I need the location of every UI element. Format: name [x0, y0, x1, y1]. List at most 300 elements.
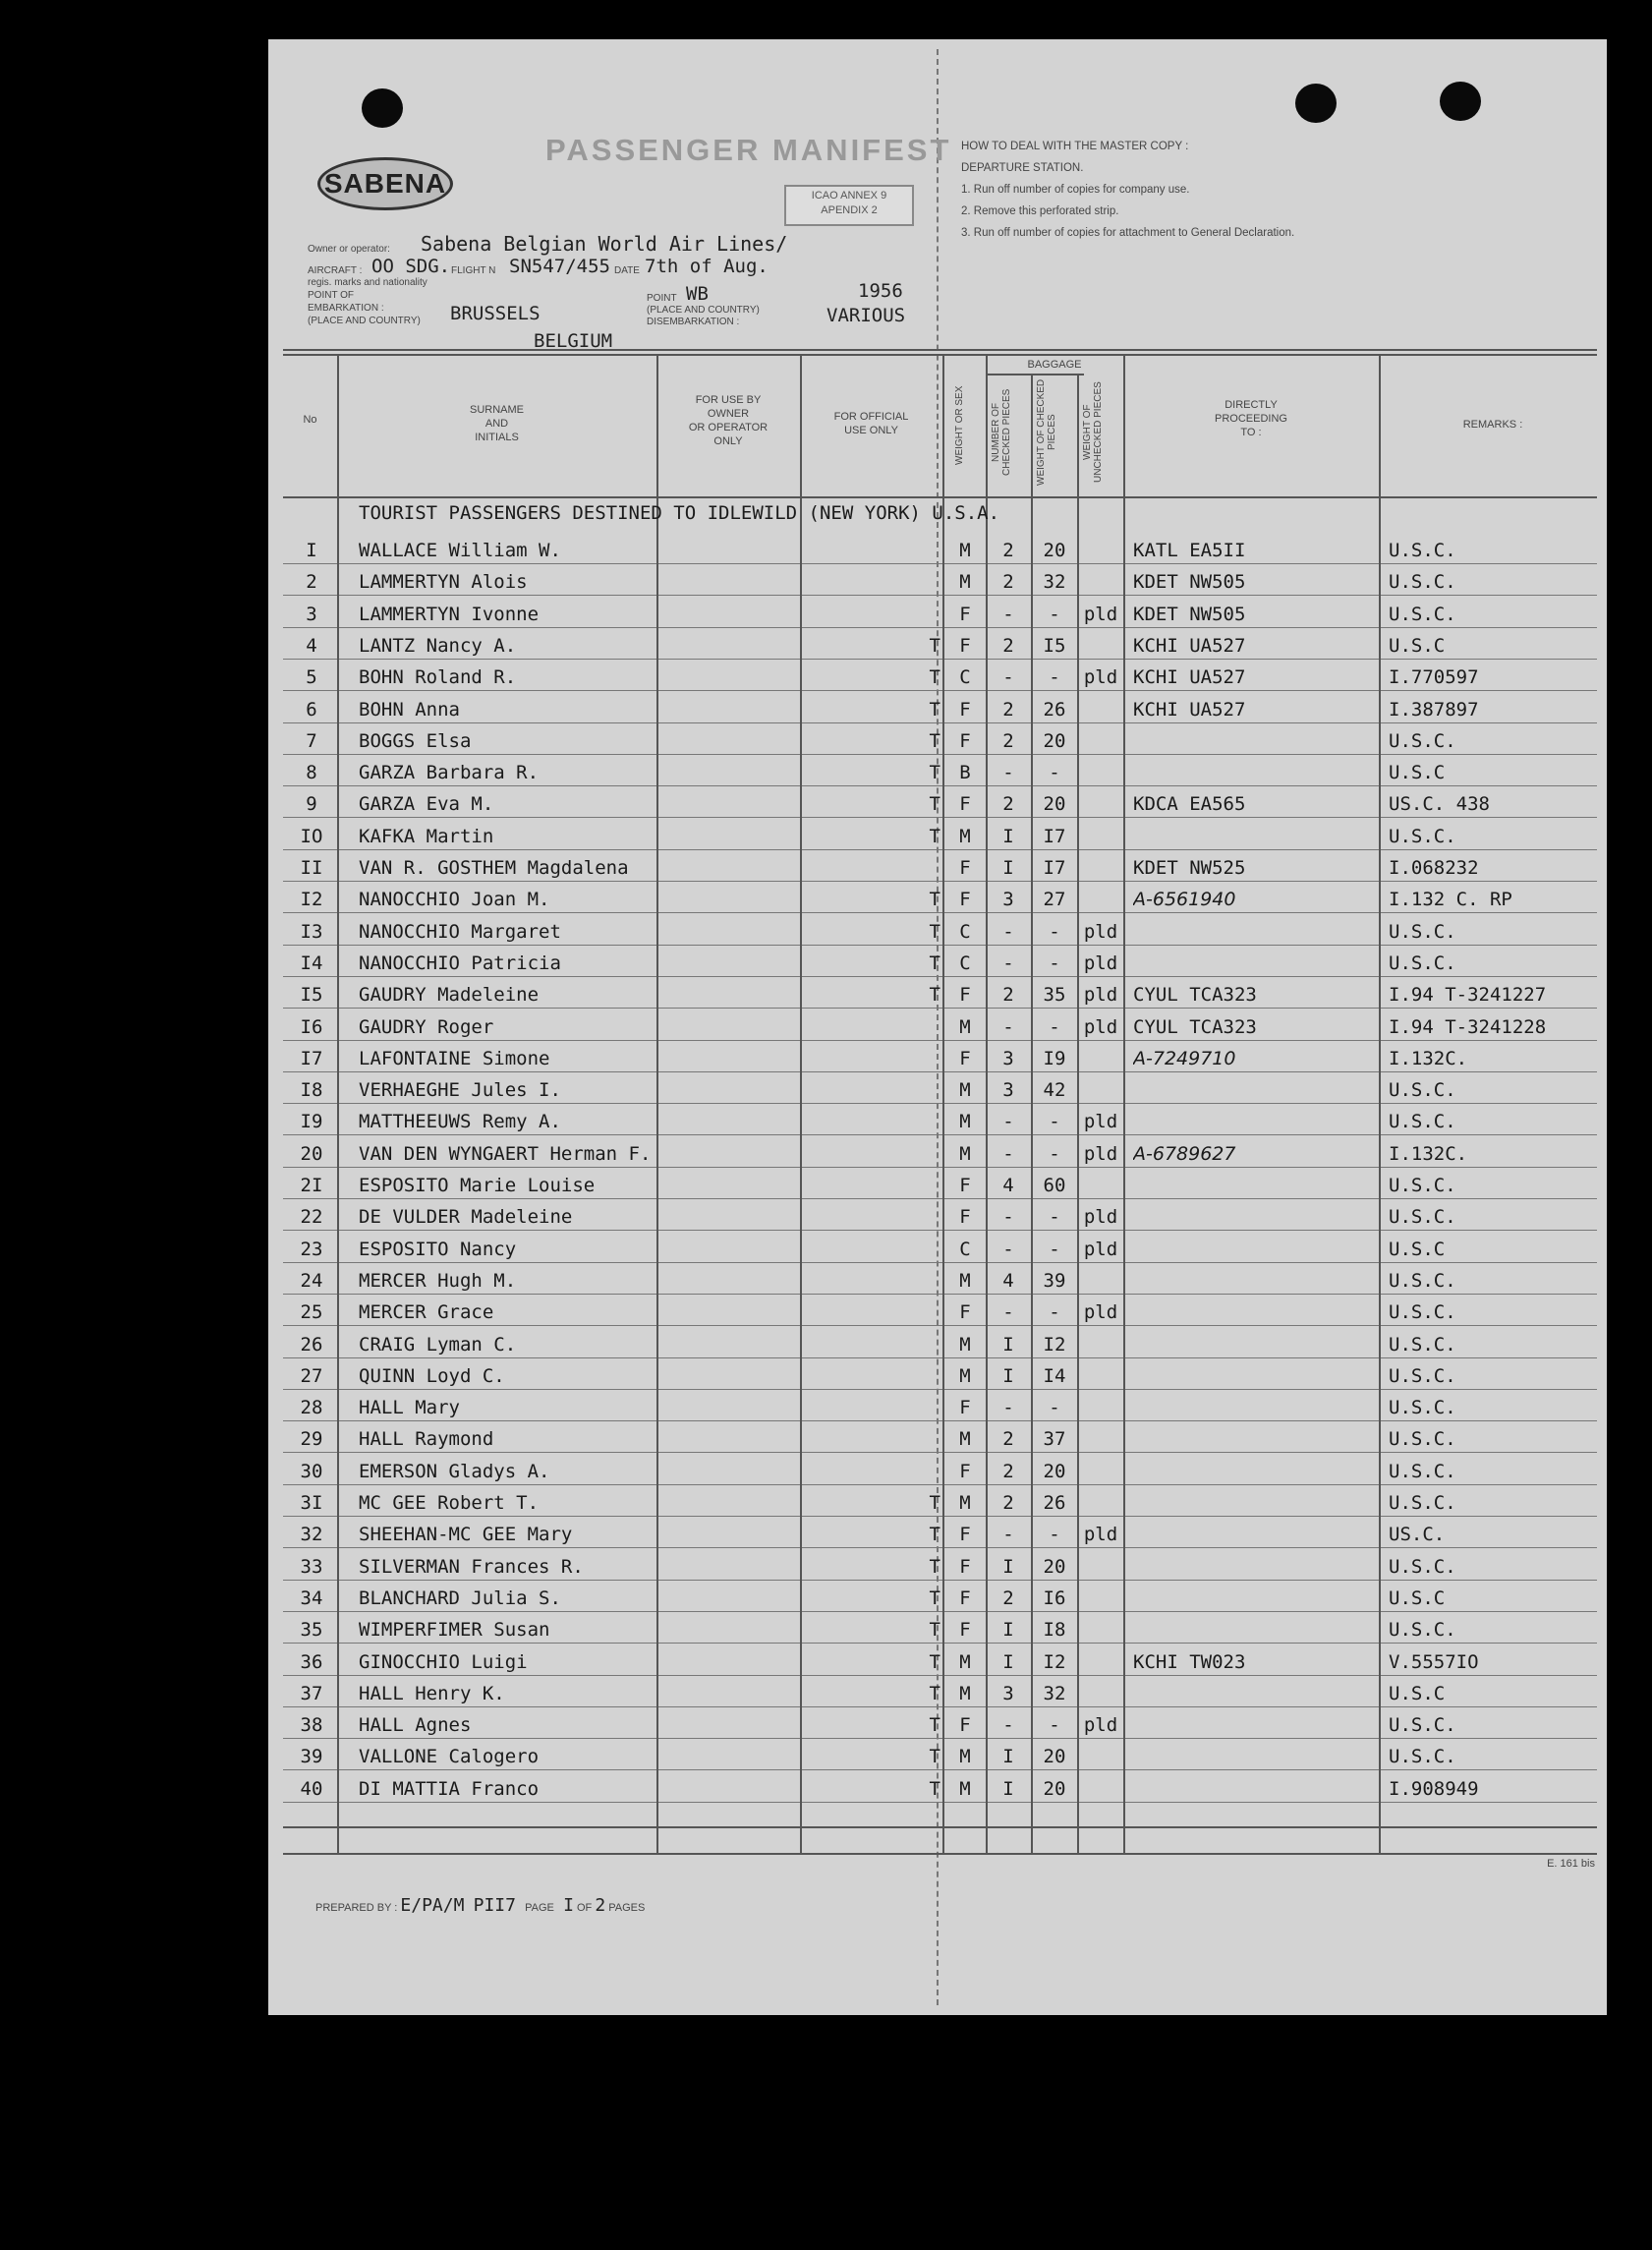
col-header-owner-line: ONLY	[713, 435, 743, 447]
row-rule	[283, 1516, 1597, 1517]
cell-wt: 20	[1043, 1555, 1066, 1578]
cell-t: T	[929, 1682, 940, 1704]
row-rule	[283, 659, 1597, 660]
cell-t: T	[929, 889, 940, 911]
master-copy-instructions	[961, 136, 1294, 244]
cell-sex: F	[959, 1524, 971, 1546]
year-value: 1956	[858, 280, 903, 302]
cell-rem: U.S.C.	[1389, 1206, 1456, 1229]
cell-pcs: 2	[1002, 1587, 1014, 1609]
cell-rem: I.908949	[1389, 1777, 1479, 1800]
section-title: TOURIST PASSENGERS DESTINED TO IDLEWILD (NEW YORK) U.S.A.	[359, 502, 1000, 524]
cell-no: I7	[300, 1047, 323, 1069]
cell-sex: F	[959, 1047, 971, 1069]
cell-pcs: 2	[1002, 729, 1014, 752]
col-divider	[656, 354, 658, 1853]
header-bottom-rule	[283, 496, 1597, 498]
cell-no: 3I	[300, 1492, 323, 1514]
cell-rem: U.S.C.	[1389, 1746, 1456, 1768]
cell-unc: pld	[1083, 920, 1118, 943]
prepared-by	[315, 1895, 645, 1916]
table-top-rule-2	[283, 354, 1597, 356]
cell-wt: 26	[1043, 698, 1066, 721]
cell-rem: US.C.	[1389, 1524, 1446, 1546]
cell-name: BLANCHARD Julia S.	[359, 1587, 561, 1609]
row-rule	[283, 817, 1597, 818]
icao-box	[784, 185, 914, 226]
cell-pcs: 4	[1002, 1269, 1014, 1292]
cell-pcs: 2	[1002, 1460, 1014, 1482]
cell-pcs: I	[1002, 857, 1014, 879]
cell-dir: KCHI TW023	[1133, 1650, 1246, 1673]
col-divider	[337, 354, 339, 1853]
row-rule	[283, 1134, 1597, 1135]
cell-t: T	[929, 920, 940, 943]
cell-sex: F	[959, 857, 971, 879]
cell-no: 23	[300, 1238, 323, 1260]
instruction-line: 1. Run off number of copies for company use.	[961, 184, 1190, 196]
table-top-rule	[283, 349, 1597, 351]
cell-wt: I7	[1043, 857, 1066, 879]
cell-pcs: I	[1002, 1746, 1014, 1768]
row-rule	[283, 1040, 1597, 1041]
cell-name: GAUDRY Madeleine	[359, 984, 540, 1007]
col-header-surname-line: INITIALS	[475, 432, 519, 443]
date-value: 7th of Aug.	[645, 256, 769, 277]
cell-no: 4	[306, 634, 317, 657]
cell-no: 2I	[300, 1175, 323, 1196]
cell-sex: F	[959, 984, 971, 1007]
row-rule	[283, 1675, 1597, 1676]
col-header-surname-line: SURNAME	[469, 404, 524, 416]
col-header-official-line: USE ONLY	[844, 425, 898, 436]
cell-wt: I8	[1043, 1619, 1066, 1642]
cell-pcs: 3	[1002, 1079, 1014, 1102]
cell-name: SHEEHAN-MC GEE Mary	[359, 1524, 573, 1546]
row-rule	[283, 1738, 1597, 1739]
cell-wt: 20	[1043, 1746, 1066, 1768]
instruction-line: HOW TO DEAL WITH THE MASTER COPY :	[961, 141, 1189, 152]
cell-wt: -	[1049, 1397, 1060, 1419]
cell-rem: U.S.C.	[1389, 1301, 1456, 1324]
cell-no: 2	[306, 571, 317, 594]
cell-t: T	[929, 698, 940, 721]
cell-pcs: I	[1002, 1333, 1014, 1356]
cell-t: T	[929, 666, 940, 689]
owner-value: Sabena Belgian World Air Lines/	[421, 232, 788, 256]
sabena-logo: SABENA	[317, 157, 453, 210]
col-header-official-line: FOR OFFICIAL	[833, 411, 909, 423]
cell-pcs: -	[1002, 1714, 1014, 1737]
cell-rem: U.S.C.	[1389, 1269, 1456, 1292]
row-rule	[283, 1580, 1597, 1581]
disembark-mark: WB	[686, 283, 709, 305]
cell-unc: pld	[1083, 666, 1118, 689]
row-rule	[283, 1802, 1597, 1803]
cell-rem: U.S.C.	[1389, 1333, 1456, 1356]
cell-rem: I.132C.	[1389, 1142, 1468, 1165]
cell-name: LAMMERTYN Alois	[359, 571, 528, 594]
cell-sex: M	[959, 1079, 971, 1102]
cell-pcs: -	[1002, 1142, 1014, 1165]
cell-unc: pld	[1083, 1301, 1118, 1324]
cell-sex: M	[959, 1650, 971, 1673]
col-header-weight-unchecked: WEIGHT OF UNCHECKED PIECES	[1082, 381, 1104, 484]
cell-sex: C	[959, 1238, 971, 1260]
cell-no: 6	[306, 698, 317, 721]
cell-wt: 20	[1043, 729, 1066, 752]
cell-dir: A-6789627	[1133, 1142, 1236, 1165]
row-rule	[283, 595, 1597, 596]
cell-wt: I6	[1043, 1587, 1066, 1609]
row-rule	[283, 881, 1597, 882]
row-rule	[283, 912, 1597, 913]
cell-wt: -	[1049, 1206, 1060, 1229]
disembark-value: VARIOUS	[826, 305, 906, 326]
cell-name: WALLACE William W.	[359, 540, 561, 561]
disembark-label-2: (PLACE AND COUNTRY)	[647, 305, 760, 316]
cell-wt: -	[1049, 1524, 1060, 1546]
row-rule	[283, 1452, 1597, 1453]
cell-pcs: I	[1002, 1650, 1014, 1673]
cell-sex: F	[959, 729, 971, 752]
cell-sex: M	[959, 1492, 971, 1514]
cell-pcs: -	[1002, 666, 1014, 689]
cell-rem: U.S.C.	[1389, 1397, 1456, 1419]
col-header-pieces: NUMBER OF CHECKED PIECES	[991, 388, 1012, 477]
col-header-proceeding	[1123, 398, 1379, 439]
cell-wt: I2	[1043, 1650, 1066, 1673]
disembark-label-1: POINT	[647, 293, 677, 304]
document-title: PASSENGER MANIFEST	[545, 133, 952, 167]
cell-pcs: 2	[1002, 1492, 1014, 1514]
cell-name: BOHN Anna	[359, 698, 460, 721]
manifest-table	[268, 349, 1607, 1853]
cell-pcs: 4	[1002, 1175, 1014, 1196]
cell-wt: 32	[1043, 571, 1066, 594]
cell-name: SILVERMAN Frances R.	[359, 1555, 584, 1578]
cell-t: T	[929, 1619, 940, 1642]
cell-no: 34	[300, 1587, 323, 1609]
cell-t: T	[929, 1492, 940, 1514]
icao-line-1: ICAO ANNEX 9	[811, 190, 887, 202]
page-value: I	[563, 1895, 574, 1916]
of-value: 2	[595, 1895, 606, 1916]
cell-pcs: 3	[1002, 889, 1014, 911]
cell-no: I9	[300, 1111, 323, 1133]
cell-sex: M	[959, 540, 971, 561]
cell-no: 22	[300, 1206, 323, 1229]
cell-no: 27	[300, 1364, 323, 1387]
cell-t: T	[929, 984, 940, 1007]
cell-dir: KCHI UA527	[1133, 634, 1246, 657]
cell-no: 5	[306, 666, 317, 689]
manifest-sheet	[268, 39, 1607, 2015]
cell-name: DE VULDER Madeleine	[359, 1206, 573, 1229]
row-rule	[283, 1357, 1597, 1358]
cell-no: 30	[300, 1460, 323, 1482]
cell-name: MERCER Hugh M.	[359, 1269, 517, 1292]
row-rule	[283, 1547, 1597, 1548]
cell-sex: F	[959, 698, 971, 721]
punch-hole-left	[362, 88, 403, 128]
cell-sex: M	[959, 571, 971, 594]
cell-sex: M	[959, 1269, 971, 1292]
row-rule	[283, 1103, 1597, 1104]
cell-pcs: 2	[1002, 793, 1014, 816]
cell-sex: F	[959, 603, 971, 625]
cell-name: ESPOSITO Marie Louise	[359, 1175, 596, 1196]
cell-wt: -	[1049, 762, 1060, 784]
cell-t: T	[929, 793, 940, 816]
row-rule	[283, 849, 1597, 850]
cell-name: VAN DEN WYNGAERT Herman F.	[359, 1142, 652, 1165]
cell-wt: 20	[1043, 1777, 1066, 1800]
cell-name: WIMPERFIMER Susan	[359, 1619, 550, 1642]
cell-rem: U.S.C.	[1389, 1175, 1456, 1196]
cell-no: 32	[300, 1524, 323, 1546]
cell-name: HALL Raymond	[359, 1428, 494, 1451]
cell-sex: F	[959, 1587, 971, 1609]
aircraft-value: OO SDG.	[371, 256, 451, 277]
cell-t: T	[929, 1555, 940, 1578]
cell-name: HALL Mary	[359, 1397, 460, 1419]
row-rule	[283, 1769, 1597, 1770]
cell-dir: KCHI UA527	[1133, 698, 1246, 721]
cell-t: T	[929, 729, 940, 752]
cell-wt: -	[1049, 952, 1060, 974]
cell-rem: U.S.C	[1389, 1682, 1446, 1704]
cell-sex: C	[959, 920, 971, 943]
cell-t: T	[929, 1524, 940, 1546]
cell-wt: -	[1049, 920, 1060, 943]
cell-rem: U.S.C.	[1389, 729, 1456, 752]
col-divider	[942, 354, 944, 1853]
prepared-value: E/PA/M	[400, 1895, 465, 1916]
row-rule	[283, 1420, 1597, 1421]
flight-label: FLIGHT N	[451, 265, 496, 276]
cell-unc: pld	[1083, 952, 1118, 974]
row-rule	[283, 945, 1597, 946]
cell-name: BOHN Roland R.	[359, 666, 517, 689]
cell-wt: 20	[1043, 793, 1066, 816]
cell-rem: U.S.C.	[1389, 1460, 1456, 1482]
cell-wt: 37	[1043, 1428, 1066, 1451]
cell-dir: KCHI UA527	[1133, 666, 1246, 689]
cell-t: T	[929, 1746, 940, 1768]
cell-no: I4	[300, 952, 323, 974]
cell-name: ESPOSITO Nancy	[359, 1238, 517, 1260]
row-rule	[283, 785, 1597, 786]
cell-dir: KDET NW505	[1133, 603, 1246, 625]
cell-wt: I7	[1043, 825, 1066, 847]
cell-pcs: -	[1002, 1206, 1014, 1229]
col-header-owner-line: FOR USE BY	[695, 394, 762, 406]
cell-wt: -	[1049, 666, 1060, 689]
cell-name: GAUDRY Roger	[359, 1015, 494, 1038]
cell-wt: -	[1049, 1238, 1060, 1260]
cell-pcs: -	[1002, 1111, 1014, 1133]
row-rule	[283, 1325, 1597, 1326]
row-rule	[283, 1706, 1597, 1707]
cell-sex: M	[959, 1142, 971, 1165]
cell-rem: U.S.C.	[1389, 603, 1456, 625]
cell-wt: 27	[1043, 889, 1066, 911]
cell-wt: I5	[1043, 634, 1066, 657]
icao-line-2: APENDIX 2	[821, 204, 878, 216]
cell-wt: 32	[1043, 1682, 1066, 1704]
cell-no: 29	[300, 1428, 323, 1451]
cell-pcs: I	[1002, 1619, 1014, 1642]
cell-name: DI MATTIA Franco	[359, 1777, 540, 1800]
instruction-line: DEPARTURE STATION.	[961, 162, 1084, 174]
row-rule	[283, 690, 1597, 691]
cell-t: T	[929, 634, 940, 657]
cell-no: 7	[306, 729, 317, 752]
prepared-label: PREPARED BY :	[315, 1902, 398, 1914]
cell-unc: pld	[1083, 984, 1118, 1007]
cell-no: 9	[306, 793, 317, 816]
col-header-proceeding-line: TO :	[1240, 427, 1262, 438]
cell-sex: F	[959, 634, 971, 657]
cell-no: 8	[306, 762, 317, 784]
cell-rem: U.S.C.	[1389, 1492, 1456, 1514]
cell-pcs: 3	[1002, 1682, 1014, 1704]
cell-pcs: I	[1002, 1555, 1014, 1578]
cell-pcs: I	[1002, 1364, 1014, 1387]
col-divider	[1123, 354, 1125, 1853]
cell-name: MERCER Grace	[359, 1301, 494, 1324]
cell-rem: U.S.C.	[1389, 1428, 1456, 1451]
row-rule	[283, 1198, 1597, 1199]
cell-name: LAFONTAINE Simone	[359, 1047, 550, 1069]
cell-wt: 35	[1043, 984, 1066, 1007]
cell-no: II	[300, 857, 323, 879]
cell-rem: I.94 T-3241227	[1389, 984, 1547, 1007]
cell-sex: F	[959, 1555, 971, 1578]
cell-sex: F	[959, 793, 971, 816]
cell-no: 35	[300, 1619, 323, 1642]
cell-no: I3	[300, 920, 323, 943]
row-rule	[283, 1389, 1597, 1390]
col-header-remarks: REMARKS :	[1462, 419, 1523, 431]
cell-dir: KDCA EA565	[1133, 793, 1246, 816]
cell-rem: U.S.C.	[1389, 1111, 1456, 1133]
cell-name: NANOCCHIO Margaret	[359, 920, 561, 943]
cell-wt: 20	[1043, 540, 1066, 561]
embark-value: BRUSSELS	[450, 303, 541, 324]
cell-dir: CYUL TCA323	[1133, 1015, 1257, 1038]
row-rule	[283, 1611, 1597, 1612]
col-header-official	[800, 410, 942, 437]
cell-rem: U.S.C.	[1389, 1079, 1456, 1102]
col-header-weight-checked: WEIGHT OF CHECKED PIECES	[1036, 378, 1057, 487]
cell-no: 20	[300, 1142, 323, 1165]
cell-wt: I2	[1043, 1333, 1066, 1356]
cell-rem: U.S.C.	[1389, 825, 1456, 847]
cell-name: MATTHEEUWS Remy A.	[359, 1111, 561, 1133]
cell-unc: pld	[1083, 1142, 1118, 1165]
cell-name: KAFKA Martin	[359, 825, 494, 847]
cell-rem: I.770597	[1389, 666, 1479, 689]
cell-rem: U.S.C	[1389, 762, 1446, 784]
col-header-baggage: BAGGAGE	[1027, 359, 1082, 371]
instruction-line: 2. Remove this perforated strip.	[961, 205, 1119, 217]
cell-no: I5	[300, 984, 323, 1007]
cell-sex: M	[959, 1746, 971, 1768]
cell-dir: KDET NW505	[1133, 571, 1246, 594]
cell-sex: F	[959, 1619, 971, 1642]
cell-rem: U.S.C.	[1389, 1364, 1456, 1387]
cell-pcs: 2	[1002, 1428, 1014, 1451]
cell-name: QUINN Loyd C.	[359, 1364, 505, 1387]
cell-sex: M	[959, 1777, 971, 1800]
cell-dir: CYUL TCA323	[1133, 984, 1257, 1007]
col-header-weight-sex: WEIGHT OR SEX	[954, 385, 965, 465]
cell-sex: M	[959, 1428, 971, 1451]
cell-wt: -	[1049, 1015, 1060, 1038]
cell-wt: -	[1049, 1111, 1060, 1133]
cell-rem: U.S.C.	[1389, 540, 1456, 561]
row-rule	[283, 1643, 1597, 1644]
row-rule	[283, 722, 1597, 723]
cell-t: T	[929, 1714, 940, 1737]
cell-wt: 42	[1043, 1079, 1066, 1102]
cell-sex: F	[959, 1714, 971, 1737]
cell-t: T	[929, 1650, 940, 1673]
cell-name: BOGGS Elsa	[359, 729, 472, 752]
cell-t: T	[929, 1777, 940, 1800]
cell-rem: I.94 T-3241228	[1389, 1015, 1547, 1038]
cell-pcs: 2	[1002, 540, 1014, 561]
flight-value: SN547/455	[509, 256, 610, 277]
cell-rem: I.387897	[1389, 698, 1479, 721]
aircraft-label: AIRCRAFT :	[308, 265, 363, 276]
cell-sex: M	[959, 1015, 971, 1038]
cell-wt: -	[1049, 1142, 1060, 1165]
cell-pcs: -	[1002, 603, 1014, 625]
col-header-owner-line: OR OPERATOR	[688, 422, 769, 433]
row-rule	[283, 627, 1597, 628]
cell-wt: -	[1049, 1301, 1060, 1324]
cell-unc: pld	[1083, 1111, 1118, 1133]
cell-rem: US.C. 438	[1389, 793, 1490, 816]
cell-pcs: 2	[1002, 984, 1014, 1007]
cell-pcs: 2	[1002, 571, 1014, 594]
cell-pcs: 2	[1002, 698, 1014, 721]
cell-no: 40	[300, 1777, 323, 1800]
cell-name: HALL Henry K.	[359, 1682, 505, 1704]
disembark-label-3: DISEMBARKATION :	[647, 317, 740, 327]
cell-name: VALLONE Calogero	[359, 1746, 540, 1768]
cell-no: I2	[300, 889, 323, 911]
cell-pcs: -	[1002, 762, 1014, 784]
cell-t: T	[929, 1587, 940, 1609]
cell-sex: B	[959, 762, 971, 784]
cell-rem: U.S.C.	[1389, 952, 1456, 974]
cell-sex: F	[959, 1397, 971, 1419]
cell-pcs: -	[1002, 1238, 1014, 1260]
cell-name: VAN R. GOSTHEM Magdalena	[359, 857, 629, 879]
cell-name: HALL Agnes	[359, 1714, 472, 1737]
cell-sex: F	[959, 1175, 971, 1196]
row-rule	[283, 1167, 1597, 1168]
cell-pcs: -	[1002, 952, 1014, 974]
cell-unc: pld	[1083, 1714, 1118, 1737]
cell-unc: pld	[1083, 603, 1118, 625]
owner-label: Owner or operator:	[308, 244, 390, 255]
cell-rem: U.S.C	[1389, 1238, 1446, 1260]
